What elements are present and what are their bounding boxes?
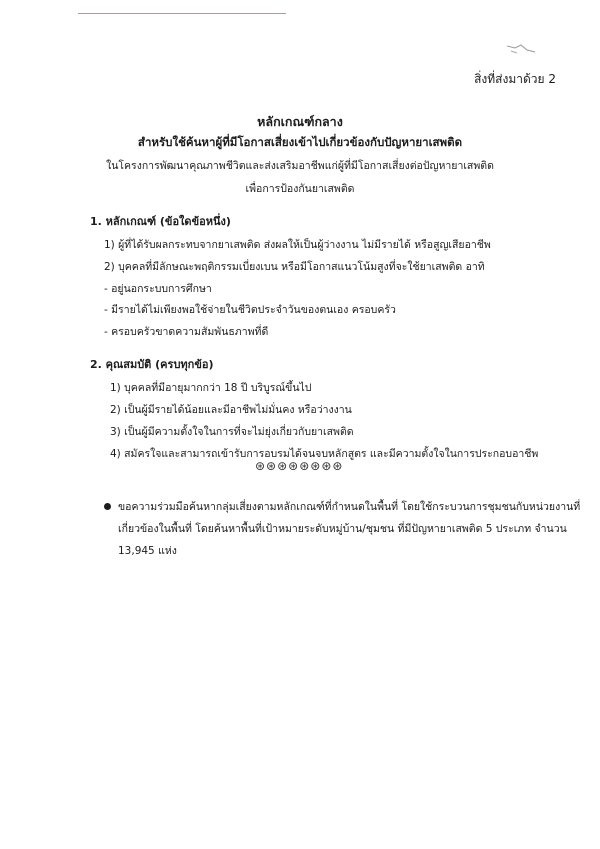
criteria-item-1: 1) ผู้ที่ได้รับผลกระทบจากยาเสพติด ส่งผลให้เป็นผู้ว่างงาน ไม่มีรายได้ หรือสูญเสียอาชีพ <box>104 239 491 251</box>
note-line-1: ขอความร่วมมือค้นหากลุ่มเสี่ยงตามหลักเกณฑ์ที่กำหนดในพื้นที่ โดยใช้กระบวนการชุมชนกับหน่วยงานที่ <box>118 501 581 513</box>
section-divider: ⊛⊛⊛⊛⊛⊛⊛⊛ <box>255 459 344 473</box>
pen-mark <box>505 42 539 56</box>
note-bullet <box>104 503 111 510</box>
criteria-subitem-1: - อยู่นอกระบบการศึกษา <box>104 283 212 295</box>
criteria-heading: 1. หลักเกณฑ์ (ข้อใดข้อหนึ่ง) <box>90 215 231 228</box>
note-line-2: เกี่ยวข้องในพื้นที่ โดยค้นหาพื้นที่เป้าหมายระดับหมู่บ้าน/ชุมชน ที่มีปัญหายาเสพติด 5 ประเภท จำนวน <box>118 523 567 535</box>
purpose-line: เพื่อการป้องกันยาเสพติด <box>245 183 355 195</box>
qualification-item-1: 1) บุคคลที่มีอายุมากกว่า 18 ปี บริบูรณ์ขึ้นไป <box>110 382 312 394</box>
criteria-subitem-3: - ครอบครัวขาดความสัมพันธภาพที่ดี <box>104 326 269 338</box>
criteria-item-2: 2) บุคคลที่มีลักษณะพฤติกรรมเบี่ยงเบน หรือมีโอกาสแนวโน้มสูงที่จะใช้ยาเสพติด อาทิ <box>104 261 485 273</box>
qualifications-heading: 2. คุณสมบัติ (ครบทุกข้อ) <box>90 358 214 371</box>
qualification-item-4: 4) สมัครใจและสามารถเข้ารับการอบรมได้จนจบหลักสูตร และมีความตั้งใจในการประกอบอาชีพ <box>110 448 539 460</box>
note-line-3: 13,945 แห่ง <box>118 545 177 557</box>
qualification-item-2: 2) เป็นผู้มีรายได้น้อยและมีอาชีพไม่มั่นคง หรือว่างงาน <box>110 404 352 416</box>
scan-artifact-line <box>78 13 286 14</box>
document-subtitle: สำหรับใช้ค้นหาผู้ที่มีโอกาสเสี่ยงเข้าไปเกี่ยวข้องกับปัญหายาเสพติด <box>137 135 463 149</box>
document-title: หลักเกณฑ์กลาง <box>257 114 343 129</box>
qualification-item-3: 3) เป็นผู้มีความตั้งใจในการที่จะไม่ยุ่งเกี่ยวกับยาเสพติด <box>110 426 354 438</box>
project-line: ในโครงการพัฒนาคุณภาพชีวิตและส่งเสริมอาชีพแก่ผู้ที่มีโอกาสเสี่ยงต่อปัญหายาเสพติด <box>106 160 494 172</box>
attachment-label: สิ่งที่ส่งมาด้วย 2 <box>474 72 556 86</box>
criteria-subitem-2: - มีรายได้ไม่เพียงพอใช้จ่ายในชีวิตประจำวันของตนเอง ครอบครัว <box>104 304 396 316</box>
